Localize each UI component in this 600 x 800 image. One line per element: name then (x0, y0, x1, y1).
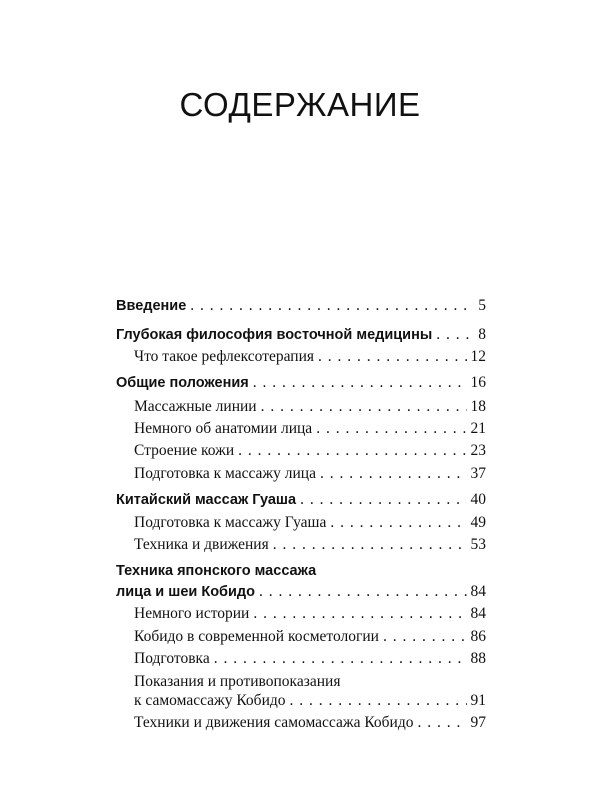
toc-entry-label: Строение кожи (134, 442, 235, 459)
toc-entry-label: Кобидо в современной косметологии (134, 628, 379, 645)
toc-entry[interactable] (116, 489, 486, 511)
toc-entry-page: 53 (470, 536, 486, 553)
toc-entry[interactable] (116, 295, 486, 317)
dot-leader (273, 534, 467, 556)
dot-leader (290, 690, 467, 712)
toc-entry-page: 40 (470, 491, 486, 508)
dot-leader (417, 712, 466, 734)
toc-entry-page: 88 (470, 650, 486, 667)
toc-entry-label: Немного истории (134, 605, 250, 622)
toc-entry-label: лица и шеи Кобидо (116, 584, 255, 600)
toc-entry[interactable] (116, 324, 486, 346)
toc-entry-label: Подготовка к массажу Гуаша (134, 514, 327, 531)
dot-leader (253, 603, 466, 625)
toc-entry-label-line1: Показания и противопоказания (134, 673, 341, 690)
toc-entry-page: 49 (470, 514, 486, 531)
toc-entry-label: Немного об анатомии лица (134, 420, 313, 437)
toc-entry-label: Введение (116, 298, 187, 314)
toc-subentry[interactable] (134, 712, 486, 734)
dot-leader (300, 489, 466, 511)
toc-entry-label-line1: Техника японского массажа (116, 563, 317, 579)
toc-entry-label: Техники и движения самомассажа Кобидо (134, 714, 414, 731)
toc-entry-label: Подготовка к массажу лица (134, 465, 316, 482)
dot-leader (318, 346, 466, 368)
toc-subentry[interactable] (134, 534, 486, 556)
dot-leader (316, 418, 466, 440)
toc-subentry[interactable] (134, 512, 486, 534)
toc-entry-page: 23 (470, 442, 486, 459)
dot-leader (330, 512, 466, 534)
toc-subentry[interactable] (134, 463, 486, 485)
toc-entry-label: Китайский массаж Гуаша (116, 492, 297, 508)
toc-entry[interactable] (116, 581, 486, 603)
toc-entry-page: 84 (470, 605, 486, 622)
toc-subentry[interactable] (134, 626, 486, 648)
toc-entry-label: Массажные линии (134, 398, 257, 415)
toc-entry-page: 21 (470, 420, 486, 437)
toc-entry-label: к самомассажу Кобидо (134, 692, 286, 709)
dot-leader (253, 372, 467, 394)
toc-entry-page: 97 (470, 714, 486, 731)
toc-subentry[interactable] (134, 648, 486, 670)
toc-entry-label: Техника и движения (134, 536, 269, 553)
toc-subentry[interactable] (134, 418, 486, 440)
dot-leader (214, 648, 467, 670)
toc-subentry[interactable] (134, 690, 486, 712)
dot-leader (190, 295, 474, 317)
toc-entry-page: 12 (470, 348, 486, 365)
dot-leader (383, 626, 467, 648)
dot-leader (259, 581, 467, 603)
toc-entry-label: Глубокая философия восточной медицины (116, 327, 433, 343)
toc-entry-page: 86 (470, 628, 486, 645)
toc-entry-page: 18 (470, 398, 486, 415)
dot-leader (436, 324, 474, 346)
toc-entry-page: 37 (470, 465, 486, 482)
dot-leader (238, 440, 466, 462)
toc-subentry[interactable] (134, 396, 486, 418)
toc-entry-page: 8 (478, 326, 486, 343)
toc-subentry[interactable] (134, 440, 486, 462)
dot-leader (320, 463, 467, 485)
toc-entry[interactable] (116, 372, 486, 394)
toc-entry-page: 91 (470, 692, 486, 709)
page-title: СОДЕРЖАНИЕ (179, 86, 421, 123)
toc-entry-label: Общие положения (116, 375, 249, 391)
toc-entry-label: Подготовка (134, 650, 210, 667)
toc-entry-page: 5 (478, 297, 486, 314)
dot-leader (261, 396, 467, 418)
toc-entry-label: Что такое рефлексотерапия (134, 348, 315, 365)
toc-entry-page: 16 (470, 374, 486, 391)
toc-entry-page: 84 (470, 583, 486, 600)
toc-subentry[interactable] (134, 346, 486, 368)
toc-subentry[interactable] (134, 603, 486, 625)
